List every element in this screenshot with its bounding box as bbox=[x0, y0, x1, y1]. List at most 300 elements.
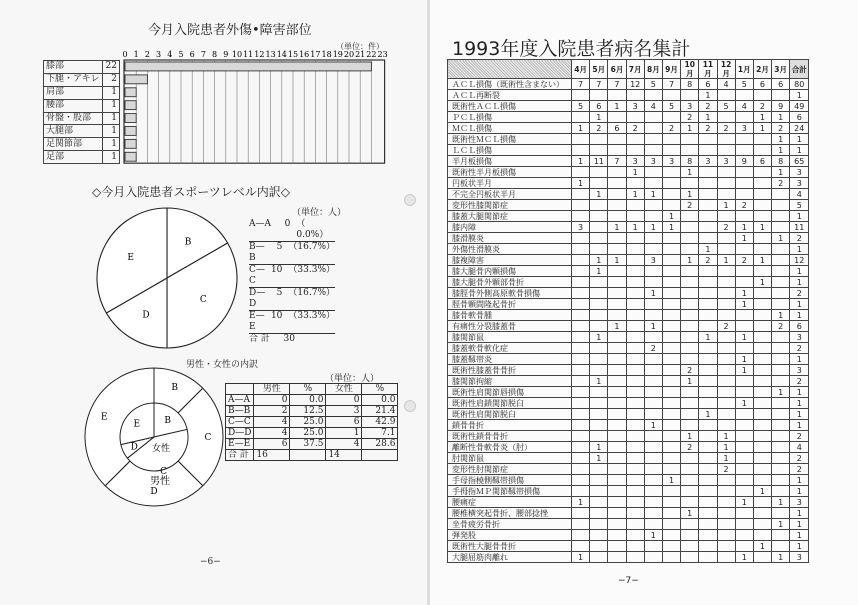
table-row bbox=[448, 277, 809, 288]
injury-count: 1 bbox=[103, 151, 120, 164]
month-count bbox=[644, 519, 662, 530]
month-count: 1 bbox=[772, 134, 790, 145]
total-header: 合計 bbox=[790, 60, 809, 79]
injury-count: 2 bbox=[103, 73, 120, 86]
month-count bbox=[662, 145, 680, 156]
month-count: 5 bbox=[662, 101, 680, 112]
month-count bbox=[572, 90, 590, 101]
month-count bbox=[681, 354, 699, 365]
month-count: 3 bbox=[626, 101, 644, 112]
month-count: 2 bbox=[590, 123, 608, 134]
diagnosis-name: 既術性半月板損傷 bbox=[448, 167, 572, 178]
gender-header-cell: % bbox=[290, 384, 326, 395]
month-count bbox=[681, 486, 699, 497]
injury-part-label: 大腿部 bbox=[44, 125, 103, 138]
table-row bbox=[448, 211, 809, 222]
month-count bbox=[717, 112, 735, 123]
month-count bbox=[608, 497, 626, 508]
injury-label-table bbox=[43, 60, 120, 164]
table-row bbox=[448, 332, 809, 343]
month-count bbox=[662, 387, 680, 398]
sports-level-row bbox=[249, 219, 335, 242]
month-count bbox=[717, 365, 735, 376]
month-count bbox=[590, 233, 608, 244]
table-row bbox=[448, 365, 809, 376]
month-count bbox=[608, 376, 626, 387]
month-count bbox=[735, 112, 753, 123]
month-count bbox=[590, 398, 608, 409]
month-count: 2 bbox=[681, 112, 699, 123]
month-count bbox=[626, 376, 644, 387]
diagnosis-name: 手拇指ＭＰ関節靱帯損傷 bbox=[448, 486, 572, 497]
month-count: 1 bbox=[772, 145, 790, 156]
month-count bbox=[608, 530, 626, 541]
month-count bbox=[753, 398, 771, 409]
month-count bbox=[608, 299, 626, 310]
gender-donut-chart bbox=[80, 364, 230, 514]
month-count bbox=[717, 519, 735, 530]
month-count bbox=[644, 200, 662, 211]
month-count: 3 bbox=[735, 123, 753, 134]
row-total: 1 bbox=[790, 134, 809, 145]
month-count bbox=[590, 475, 608, 486]
month-count: 1 bbox=[753, 222, 771, 233]
month-count: 1 bbox=[662, 475, 680, 486]
gender-cell: 42.9 bbox=[362, 417, 398, 428]
month-count bbox=[626, 244, 644, 255]
diagnosis-name: 半月板損傷 bbox=[448, 156, 572, 167]
month-count: 5 bbox=[572, 101, 590, 112]
month-count bbox=[590, 321, 608, 332]
month-count bbox=[608, 431, 626, 442]
month-count bbox=[572, 530, 590, 541]
month-count: 1 bbox=[772, 519, 790, 530]
injury-part-label: 腰部 bbox=[44, 99, 103, 112]
table-row bbox=[448, 508, 809, 519]
pie-slice-label: C bbox=[199, 295, 207, 305]
month-count: 1 bbox=[772, 233, 790, 244]
month-count bbox=[717, 244, 735, 255]
injury-part-label: 骨盤・股部 bbox=[44, 112, 103, 125]
month-count bbox=[735, 266, 753, 277]
month-count bbox=[608, 464, 626, 475]
gender-cell: C—C bbox=[226, 417, 254, 428]
month-count bbox=[626, 508, 644, 519]
total-value: 30 bbox=[283, 334, 295, 344]
row-total: 80 bbox=[790, 79, 809, 90]
month-count: 1 bbox=[772, 552, 790, 563]
month-count bbox=[572, 541, 590, 552]
month-count bbox=[772, 376, 790, 387]
table-row bbox=[448, 255, 809, 266]
table-row bbox=[448, 189, 809, 200]
month-count bbox=[699, 277, 717, 288]
month-count bbox=[644, 464, 662, 475]
month-count: 2 bbox=[717, 123, 735, 134]
month-count bbox=[590, 387, 608, 398]
month-count bbox=[590, 343, 608, 354]
month-count: 1 bbox=[735, 299, 753, 310]
month-count bbox=[572, 211, 590, 222]
month-count bbox=[772, 255, 790, 266]
month-count bbox=[590, 277, 608, 288]
diagnosis-name: 肘関節鼠 bbox=[448, 453, 572, 464]
gender-cell: 6 bbox=[326, 417, 362, 428]
month-count bbox=[753, 519, 771, 530]
month-count: 1 bbox=[644, 530, 662, 541]
month-count bbox=[735, 145, 753, 156]
month-header: 6月 bbox=[608, 60, 626, 79]
month-count: 1 bbox=[681, 431, 699, 442]
month-count bbox=[608, 519, 626, 530]
diagnosis-name: 外傷性滑膜炎 bbox=[448, 244, 572, 255]
month-count bbox=[717, 343, 735, 354]
month-count bbox=[644, 398, 662, 409]
diagnosis-name: 既術性ＭＣＬ損傷 bbox=[448, 134, 572, 145]
level-count: 10 bbox=[270, 265, 283, 275]
month-header: 2月 bbox=[753, 60, 771, 79]
table-row bbox=[448, 156, 809, 167]
month-count bbox=[626, 398, 644, 409]
injury-row bbox=[44, 61, 120, 74]
month-count bbox=[644, 266, 662, 277]
month-count: 2 bbox=[699, 255, 717, 266]
month-count: 1 bbox=[717, 442, 735, 453]
month-count: 1 bbox=[717, 200, 735, 211]
month-count: 1 bbox=[735, 497, 753, 508]
month-count bbox=[590, 134, 608, 145]
x-tick-label: 12 bbox=[254, 50, 265, 59]
month-count: 1 bbox=[572, 178, 590, 189]
month-count bbox=[662, 354, 680, 365]
month-count bbox=[717, 332, 735, 343]
month-count bbox=[681, 464, 699, 475]
month-count: 1 bbox=[753, 277, 771, 288]
table-row bbox=[448, 310, 809, 321]
month-count bbox=[772, 244, 790, 255]
level-count: 0 bbox=[284, 219, 291, 229]
month-count: 1 bbox=[644, 222, 662, 233]
month-count bbox=[662, 277, 680, 288]
gender-total-cell: 合 計 bbox=[226, 450, 254, 461]
bar bbox=[125, 75, 147, 84]
gender-row bbox=[226, 439, 398, 450]
month-count bbox=[681, 266, 699, 277]
bar bbox=[125, 101, 136, 110]
month-count: 9 bbox=[735, 156, 753, 167]
chart-frame bbox=[124, 60, 385, 163]
month-count bbox=[644, 541, 662, 552]
x-tick-label: 4 bbox=[167, 50, 173, 59]
month-count bbox=[717, 178, 735, 189]
month-count bbox=[608, 541, 626, 552]
sports-level-row bbox=[249, 288, 335, 311]
row-total: 1 bbox=[790, 398, 809, 409]
month-count bbox=[699, 299, 717, 310]
month-count: 1 bbox=[590, 255, 608, 266]
x-tick-label: 16 bbox=[299, 50, 310, 59]
inner-ring-label: 女性 bbox=[151, 444, 171, 454]
month-count bbox=[735, 178, 753, 189]
diagnosis-name: 変形性膝関節症 bbox=[448, 200, 572, 211]
month-count: 4 bbox=[717, 79, 735, 90]
table-row bbox=[448, 552, 809, 563]
table-row bbox=[448, 178, 809, 189]
month-count: 1 bbox=[735, 332, 753, 343]
sports-level-total-row bbox=[249, 334, 335, 345]
ring-slice-label: C bbox=[204, 433, 212, 443]
month-count: 2 bbox=[681, 442, 699, 453]
month-count bbox=[662, 167, 680, 178]
diagnosis-name: 既術性肩関節唇損傷 bbox=[448, 387, 572, 398]
row-total: 3 bbox=[790, 497, 809, 508]
month-count bbox=[681, 244, 699, 255]
month-count: 1 bbox=[644, 288, 662, 299]
page-number-right: −7− bbox=[618, 576, 639, 586]
diagnosis-name: 膝複障害 bbox=[448, 255, 572, 266]
month-count: 3 bbox=[626, 156, 644, 167]
month-count bbox=[753, 409, 771, 420]
ring-slice-label: B bbox=[164, 415, 172, 426]
row-total: 5 bbox=[790, 200, 809, 211]
month-count bbox=[626, 178, 644, 189]
month-count bbox=[662, 398, 680, 409]
month-count: 1 bbox=[681, 123, 699, 134]
month-count bbox=[699, 365, 717, 376]
month-count bbox=[699, 211, 717, 222]
month-count bbox=[699, 310, 717, 321]
month-count bbox=[662, 332, 680, 343]
diagnosis-name: 脛骨顆間隆起骨折 bbox=[448, 299, 572, 310]
diagnosis-name: 手母指橈側靱帯損傷 bbox=[448, 475, 572, 486]
gender-total-row bbox=[226, 450, 398, 461]
gender-cell: 0.0 bbox=[362, 395, 398, 406]
month-count bbox=[717, 552, 735, 563]
month-count bbox=[699, 453, 717, 464]
month-count bbox=[626, 453, 644, 464]
month-count bbox=[662, 299, 680, 310]
x-tick-label: 1 bbox=[133, 50, 139, 59]
month-count bbox=[644, 453, 662, 464]
month-count bbox=[772, 200, 790, 211]
month-count bbox=[626, 409, 644, 420]
month-count bbox=[681, 519, 699, 530]
injury-chart-title: 今月入院患者外傷•障害部位 bbox=[148, 23, 312, 38]
month-count bbox=[662, 530, 680, 541]
month-count bbox=[644, 332, 662, 343]
month-count bbox=[590, 508, 608, 519]
month-count bbox=[699, 343, 717, 354]
month-count bbox=[608, 277, 626, 288]
table-row bbox=[448, 112, 809, 123]
x-tick-label: 19 bbox=[332, 50, 343, 59]
injury-row bbox=[44, 86, 120, 99]
month-count: 1 bbox=[572, 123, 590, 134]
month-count bbox=[681, 277, 699, 288]
table-row bbox=[448, 409, 809, 420]
level-percent: （ 0.0%） bbox=[296, 219, 329, 240]
month-count: 1 bbox=[717, 255, 735, 266]
month-count: 1 bbox=[753, 112, 771, 123]
sports-level-unit: （単位：人） bbox=[292, 208, 347, 218]
diagnosis-name: 膝関節鼠 bbox=[448, 332, 572, 343]
month-count bbox=[572, 409, 590, 420]
table-row bbox=[448, 134, 809, 145]
month-count bbox=[753, 464, 771, 475]
month-count: 1 bbox=[608, 321, 626, 332]
month-count bbox=[626, 277, 644, 288]
injury-row bbox=[44, 73, 120, 86]
month-count bbox=[644, 244, 662, 255]
table-row bbox=[448, 200, 809, 211]
month-header: 12月 bbox=[717, 60, 735, 79]
gender-cell: 3 bbox=[326, 406, 362, 417]
month-count bbox=[681, 398, 699, 409]
month-count bbox=[626, 442, 644, 453]
month-count bbox=[644, 475, 662, 486]
month-count bbox=[772, 475, 790, 486]
month-count bbox=[644, 211, 662, 222]
gender-cell: B—B bbox=[226, 406, 254, 417]
injury-row bbox=[44, 125, 120, 138]
month-count: 2 bbox=[772, 321, 790, 332]
x-tick-label: 18 bbox=[321, 50, 332, 59]
month-count bbox=[644, 299, 662, 310]
month-count bbox=[572, 112, 590, 123]
month-count: 1 bbox=[699, 90, 717, 101]
month-count bbox=[699, 354, 717, 365]
month-count: 3 bbox=[681, 101, 699, 112]
month-count bbox=[681, 90, 699, 101]
month-count bbox=[681, 222, 699, 233]
month-count bbox=[717, 211, 735, 222]
sports-level-row bbox=[249, 265, 335, 288]
month-count: 1 bbox=[590, 453, 608, 464]
month-count bbox=[626, 354, 644, 365]
month-count: 1 bbox=[644, 420, 662, 431]
month-count bbox=[753, 387, 771, 398]
month-count bbox=[772, 442, 790, 453]
diagnosis-name: ＬＣＬ損傷 bbox=[448, 145, 572, 156]
month-count bbox=[699, 442, 717, 453]
month-count bbox=[699, 519, 717, 530]
month-count bbox=[735, 541, 753, 552]
gender-row bbox=[226, 395, 398, 406]
gender-cell: A—A bbox=[226, 395, 254, 406]
month-count bbox=[626, 475, 644, 486]
diagnosis-name: 膝大腿骨外顆部骨折 bbox=[448, 277, 572, 288]
month-count bbox=[662, 343, 680, 354]
table-row bbox=[448, 453, 809, 464]
month-count: 1 bbox=[590, 442, 608, 453]
x-tick-label: 0 bbox=[122, 50, 128, 59]
gender-header-cell: % bbox=[362, 384, 398, 395]
month-count bbox=[626, 134, 644, 145]
month-count bbox=[772, 222, 790, 233]
gender-header-cell: 女性 bbox=[326, 384, 362, 395]
gender-cell: 25.0 bbox=[290, 417, 326, 428]
month-count bbox=[608, 167, 626, 178]
month-count: 6 bbox=[772, 79, 790, 90]
table-row bbox=[448, 530, 809, 541]
month-count bbox=[772, 211, 790, 222]
diagnosis-name: 既術性ＡＣＬ損傷 bbox=[448, 101, 572, 112]
month-count bbox=[717, 167, 735, 178]
month-count: 1 bbox=[608, 255, 626, 266]
row-total: 1 bbox=[790, 90, 809, 101]
month-count: 7 bbox=[590, 79, 608, 90]
row-total: 2 bbox=[790, 464, 809, 475]
month-count: 3 bbox=[717, 156, 735, 167]
month-count bbox=[699, 541, 717, 552]
level-count: 10 bbox=[270, 311, 283, 321]
table-row bbox=[448, 431, 809, 442]
month-count bbox=[572, 299, 590, 310]
table-row bbox=[448, 541, 809, 552]
month-header: 4月 bbox=[572, 60, 590, 79]
month-count bbox=[626, 420, 644, 431]
month-count bbox=[626, 200, 644, 211]
gender-row bbox=[226, 417, 398, 428]
month-count bbox=[753, 145, 771, 156]
month-count bbox=[608, 211, 626, 222]
month-count bbox=[572, 145, 590, 156]
diagnosis-name: 膝大腿骨内顆損傷 bbox=[448, 266, 572, 277]
ring-slice-label: D bbox=[150, 487, 158, 497]
level-count: 5 bbox=[276, 242, 283, 252]
month-count: 2 bbox=[644, 343, 662, 354]
month-count bbox=[753, 233, 771, 244]
month-count bbox=[644, 90, 662, 101]
x-tick-label: 14 bbox=[276, 50, 287, 59]
month-count bbox=[717, 310, 735, 321]
level-percent: （33.3%） bbox=[288, 265, 335, 275]
month-count: 2 bbox=[753, 101, 771, 112]
month-count: 5 bbox=[644, 79, 662, 90]
month-count bbox=[772, 354, 790, 365]
ring-slice-label: E bbox=[133, 419, 141, 430]
month-count bbox=[753, 200, 771, 211]
month-count bbox=[699, 134, 717, 145]
month-header: 7月 bbox=[626, 60, 644, 79]
gender-row bbox=[226, 406, 398, 417]
month-count bbox=[772, 431, 790, 442]
month-count bbox=[681, 321, 699, 332]
row-total: 1 bbox=[790, 420, 809, 431]
x-tick-label: 10 bbox=[231, 50, 243, 59]
injury-part-label: 下腿・アキレ bbox=[44, 73, 103, 86]
month-count bbox=[644, 112, 662, 123]
month-count bbox=[626, 365, 644, 376]
month-count bbox=[753, 266, 771, 277]
month-count bbox=[590, 519, 608, 530]
diagnosis-table bbox=[447, 59, 809, 563]
month-count: 8 bbox=[681, 156, 699, 167]
month-count bbox=[717, 233, 735, 244]
month-count bbox=[735, 464, 753, 475]
injury-row bbox=[44, 99, 120, 112]
month-count bbox=[608, 310, 626, 321]
month-count bbox=[699, 552, 717, 563]
gender-total-cell bbox=[362, 450, 398, 461]
row-total: 1 bbox=[790, 387, 809, 398]
month-count bbox=[681, 497, 699, 508]
x-tick-label: 2 bbox=[144, 50, 150, 59]
diagnosis-name: 膝脛骨外側高原軟骨損傷 bbox=[448, 288, 572, 299]
month-count bbox=[608, 387, 626, 398]
injury-count: 22 bbox=[103, 61, 120, 74]
month-count bbox=[608, 266, 626, 277]
